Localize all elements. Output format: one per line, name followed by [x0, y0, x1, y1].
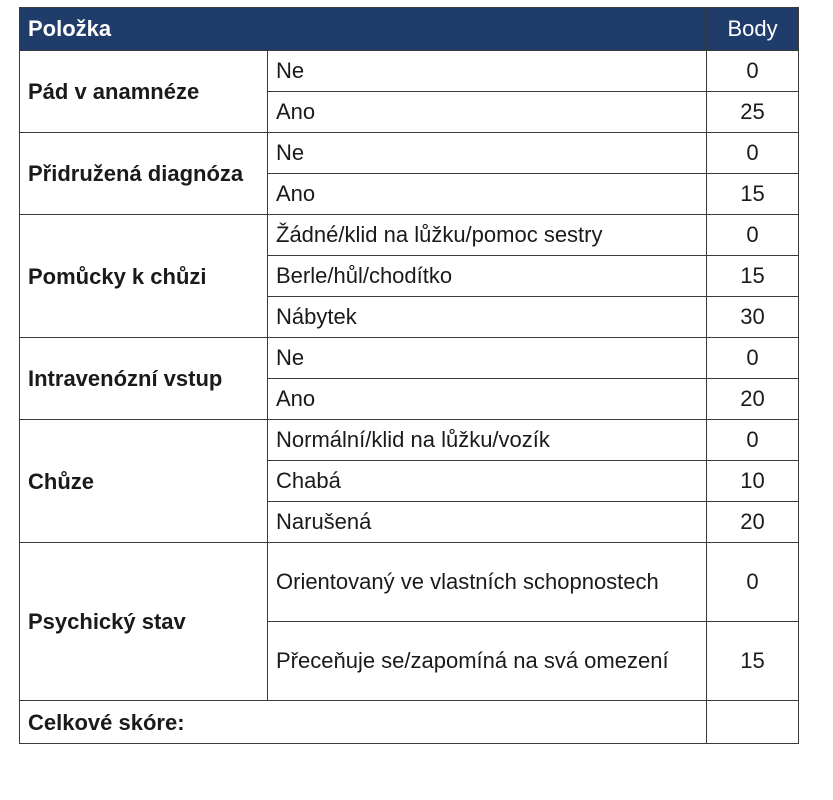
option-label: Ne — [268, 51, 707, 92]
option-points: 0 — [707, 51, 799, 92]
total-value — [707, 701, 799, 744]
item-label: Přidružená diagnóza — [20, 133, 268, 215]
item-label: Intravenózní vstup — [20, 338, 268, 420]
item-label: Chůze — [20, 420, 268, 543]
item-label: Pomůcky k chůzi — [20, 215, 268, 338]
table-row — [20, 133, 799, 174]
table-row — [20, 420, 799, 461]
option-points: 0 — [707, 543, 799, 622]
option-label: Narušená — [268, 502, 707, 543]
option-label: Přeceňuje se/zapomíná na svá omezení — [268, 622, 707, 701]
option-points: 20 — [707, 379, 799, 420]
option-label: Ano — [268, 92, 707, 133]
option-label: Ne — [268, 133, 707, 174]
option-points: 10 — [707, 461, 799, 502]
option-points: 15 — [707, 622, 799, 701]
total-row — [20, 701, 799, 744]
option-points: 15 — [707, 174, 799, 215]
option-points: 0 — [707, 338, 799, 379]
option-points: 20 — [707, 502, 799, 543]
table-header-row — [20, 8, 799, 51]
table-row — [20, 338, 799, 379]
table-row — [20, 51, 799, 92]
option-points: 0 — [707, 215, 799, 256]
option-label: Chabá — [268, 461, 707, 502]
option-points: 0 — [707, 133, 799, 174]
header-points: Body — [707, 8, 799, 51]
item-label: Pád v anamnéze — [20, 51, 268, 133]
option-label: Orientovaný ve vlastních schopnostech — [268, 543, 707, 622]
fall-risk-table — [19, 7, 799, 744]
option-label: Ano — [268, 174, 707, 215]
option-label: Berle/hůl/chodítko — [268, 256, 707, 297]
option-label: Ano — [268, 379, 707, 420]
table-row — [20, 215, 799, 256]
table-row — [20, 543, 799, 622]
option-points: 30 — [707, 297, 799, 338]
option-label: Žádné/klid na lůžku/pomoc sestry — [268, 215, 707, 256]
option-points: 0 — [707, 420, 799, 461]
option-points: 15 — [707, 256, 799, 297]
option-label: Ne — [268, 338, 707, 379]
option-points: 25 — [707, 92, 799, 133]
option-label: Normální/klid na lůžku/vozík — [268, 420, 707, 461]
total-label: Celkové skóre: — [20, 701, 707, 744]
option-label: Nábytek — [268, 297, 707, 338]
header-item: Položka — [20, 8, 707, 51]
item-label: Psychický stav — [20, 543, 268, 701]
